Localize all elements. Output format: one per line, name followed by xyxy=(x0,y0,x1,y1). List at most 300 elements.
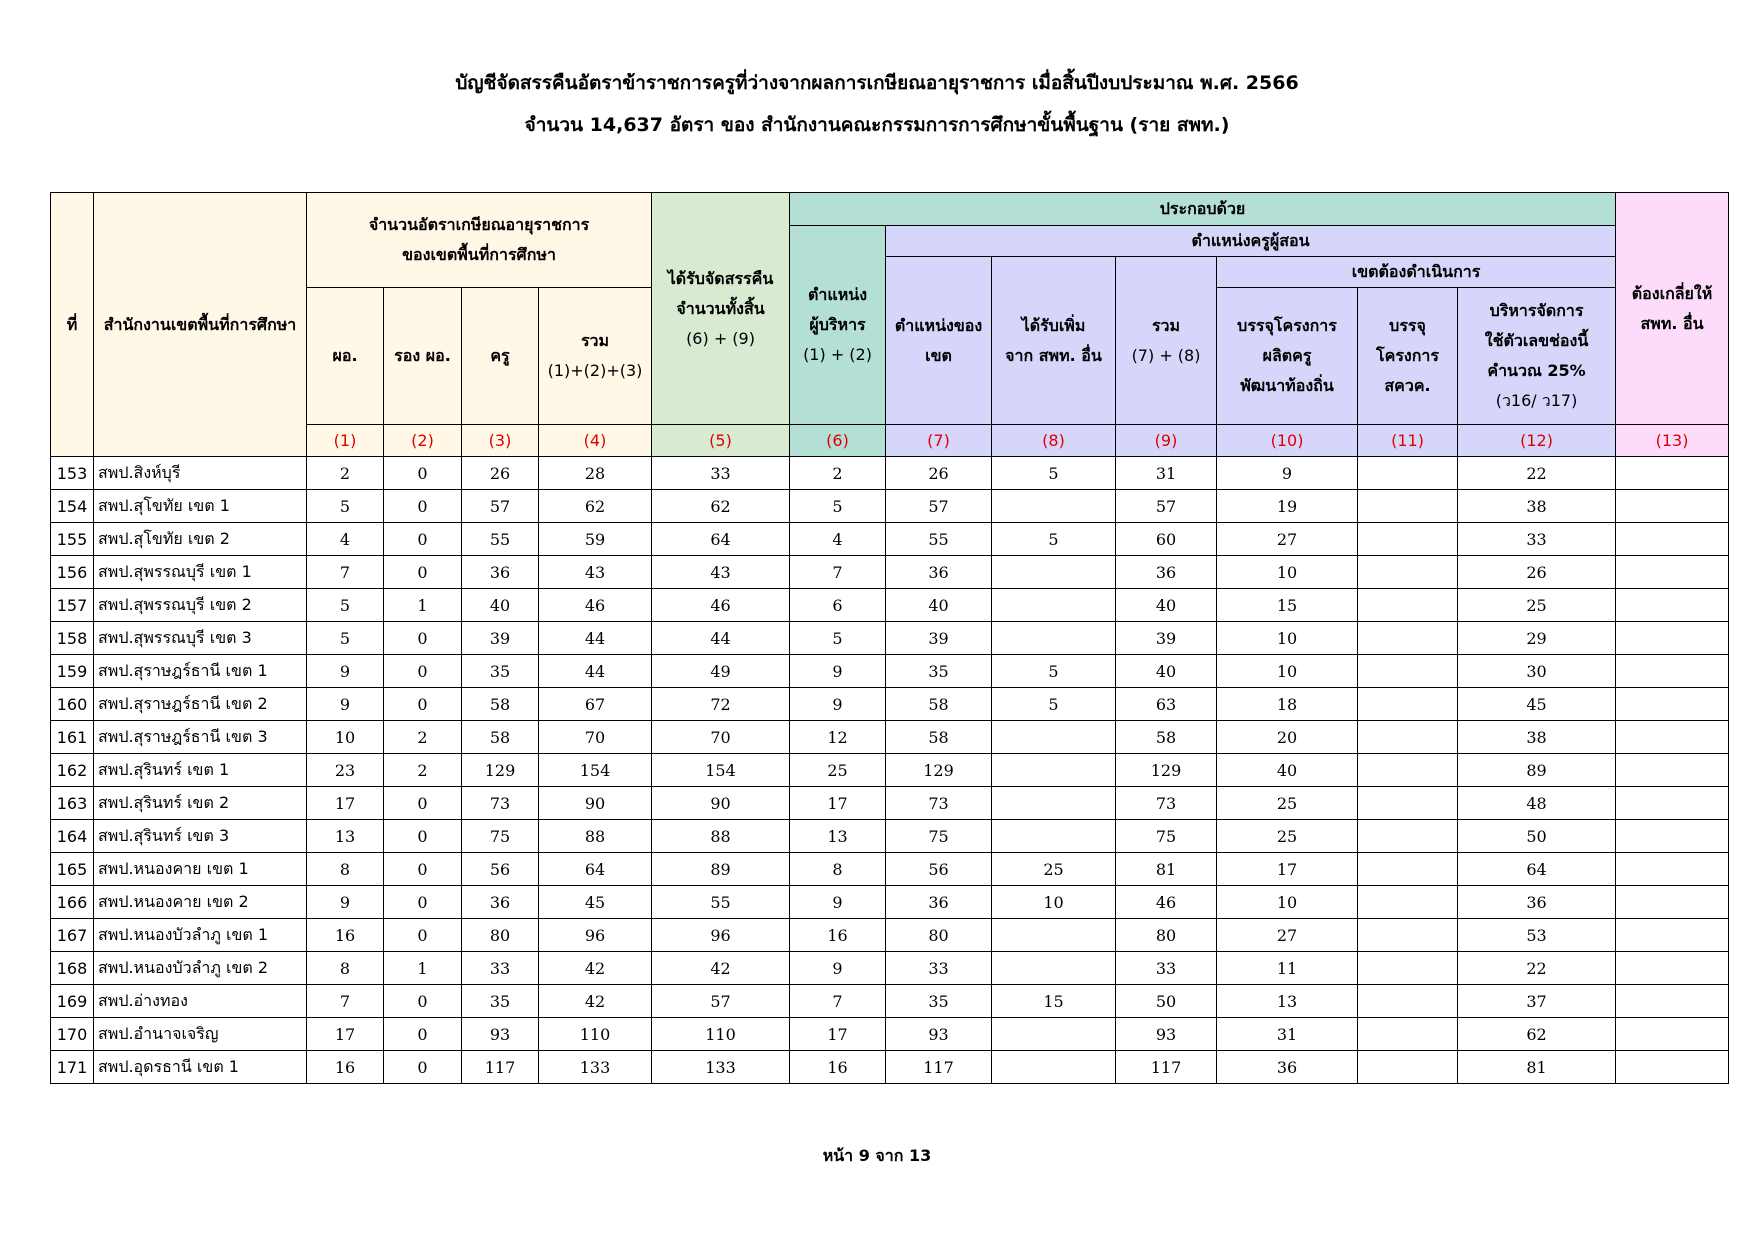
cell-c10: 27 xyxy=(1217,919,1358,952)
cell-c8 xyxy=(992,589,1116,622)
cell-c7: 57 xyxy=(886,490,992,523)
cell-c4: 44 xyxy=(539,655,652,688)
cell-c13 xyxy=(1616,754,1729,787)
cell-c8: 25 xyxy=(992,853,1116,886)
cell-c9: 33 xyxy=(1116,952,1217,985)
cell-c3: 26 xyxy=(462,457,539,490)
cell-c1: 7 xyxy=(307,556,384,589)
cell-c7: 26 xyxy=(886,457,992,490)
cell-c6: 6 xyxy=(790,589,886,622)
cell-c12: 64 xyxy=(1458,853,1616,886)
table-row xyxy=(51,721,1729,754)
cell-c6: 8 xyxy=(790,853,886,886)
cell-c5: 62 xyxy=(652,490,790,523)
cell-c9: 39 xyxy=(1116,622,1217,655)
cell-c7: 35 xyxy=(886,985,992,1018)
cell-c13 xyxy=(1616,688,1729,721)
cell-c2: 0 xyxy=(384,556,462,589)
cell-c3: 36 xyxy=(462,886,539,919)
cell-c6: 2 xyxy=(790,457,886,490)
cell-c3: 75 xyxy=(462,820,539,853)
col-num-8: (8) xyxy=(992,425,1116,457)
cell-c13 xyxy=(1616,490,1729,523)
cell-c12: 37 xyxy=(1458,985,1616,1018)
table-row xyxy=(51,886,1729,919)
row-number: 155 xyxy=(51,523,94,556)
cell-c4: 45 xyxy=(539,886,652,919)
page-number: หน้า 9 จาก 13 xyxy=(822,1146,932,1165)
cell-c6: 25 xyxy=(790,754,886,787)
row-number: 161 xyxy=(51,721,94,754)
cell-c8 xyxy=(992,490,1116,523)
cell-c2: 1 xyxy=(384,952,462,985)
cell-c4: 67 xyxy=(539,688,652,721)
cell-c10: 15 xyxy=(1217,589,1358,622)
cell-c1: 16 xyxy=(307,919,384,952)
cell-c2: 0 xyxy=(384,919,462,952)
cell-c11 xyxy=(1358,919,1458,952)
cell-c9: 63 xyxy=(1116,688,1217,721)
col-num-13: (13) xyxy=(1616,425,1729,457)
cell-c12: 26 xyxy=(1458,556,1616,589)
cell-c13 xyxy=(1616,820,1729,853)
cell-c13 xyxy=(1616,1051,1729,1084)
cell-c7: 117 xyxy=(886,1051,992,1084)
cell-c7: 129 xyxy=(886,754,992,787)
cell-c4: 64 xyxy=(539,853,652,886)
cell-c12: 62 xyxy=(1458,1018,1616,1051)
cell-c9: 40 xyxy=(1116,589,1217,622)
table-row xyxy=(51,1051,1729,1084)
cell-c11 xyxy=(1358,490,1458,523)
cell-c3: 36 xyxy=(462,556,539,589)
cell-c3: 73 xyxy=(462,787,539,820)
cell-c5: 42 xyxy=(652,952,790,985)
col-num-7: (7) xyxy=(886,425,992,457)
header-project-kvc: บรรจุ โครงการ สควค. xyxy=(1358,288,1458,425)
cell-c9: 93 xyxy=(1116,1018,1217,1051)
cell-c12: 33 xyxy=(1458,523,1616,556)
cell-c4: 28 xyxy=(539,457,652,490)
cell-c10: 9 xyxy=(1217,457,1358,490)
cell-c6: 16 xyxy=(790,1051,886,1084)
cell-c3: 40 xyxy=(462,589,539,622)
cell-c9: 80 xyxy=(1116,919,1217,952)
cell-c1: 4 xyxy=(307,523,384,556)
header-sum: รวม (1)+(2)+(3) xyxy=(539,288,652,425)
cell-c12: 22 xyxy=(1458,457,1616,490)
row-number: 160 xyxy=(51,688,94,721)
cell-c1: 7 xyxy=(307,985,384,1018)
cell-c2: 0 xyxy=(384,655,462,688)
cell-c5: 64 xyxy=(652,523,790,556)
cell-c5: 110 xyxy=(652,1018,790,1051)
cell-c8 xyxy=(992,556,1116,589)
cell-c3: 57 xyxy=(462,490,539,523)
cell-c4: 110 xyxy=(539,1018,652,1051)
cell-c7: 75 xyxy=(886,820,992,853)
cell-c5: 154 xyxy=(652,754,790,787)
cell-c11 xyxy=(1358,721,1458,754)
cell-c9: 50 xyxy=(1116,985,1217,1018)
cell-c3: 35 xyxy=(462,655,539,688)
cell-c11 xyxy=(1358,589,1458,622)
document-subtitle: จำนวน 14,637 อัตรา ของ สำนักงานคณะกรรมการการศึกษาขั้นพื้นฐาน (ราย สพท.) xyxy=(524,114,1230,136)
cell-c11 xyxy=(1358,985,1458,1018)
row-number: 157 xyxy=(51,589,94,622)
cell-c8: 15 xyxy=(992,985,1116,1018)
cell-c13 xyxy=(1616,952,1729,985)
cell-c9: 81 xyxy=(1116,853,1217,886)
cell-c6: 5 xyxy=(790,490,886,523)
cell-c3: 55 xyxy=(462,523,539,556)
office-name: สพป.สุรินทร์ เขต 3 xyxy=(94,820,307,853)
table-body xyxy=(51,457,1729,1084)
row-number: 162 xyxy=(51,754,94,787)
table-row xyxy=(51,1018,1729,1051)
cell-c8: 5 xyxy=(992,457,1116,490)
cell-c1: 9 xyxy=(307,886,384,919)
row-number: 153 xyxy=(51,457,94,490)
cell-c4: 90 xyxy=(539,787,652,820)
cell-c1: 13 xyxy=(307,820,384,853)
cell-c9: 36 xyxy=(1116,556,1217,589)
cell-c4: 46 xyxy=(539,589,652,622)
cell-c4: 43 xyxy=(539,556,652,589)
col-num-5: (5) xyxy=(652,425,790,457)
cell-c7: 36 xyxy=(886,556,992,589)
office-name: สพป.สุรินทร์ เขต 2 xyxy=(94,787,307,820)
cell-c1: 8 xyxy=(307,853,384,886)
cell-c13 xyxy=(1616,787,1729,820)
cell-c5: 44 xyxy=(652,622,790,655)
cell-c8 xyxy=(992,622,1116,655)
cell-c1: 8 xyxy=(307,952,384,985)
table-row xyxy=(51,556,1729,589)
cell-c4: 59 xyxy=(539,523,652,556)
cell-c5: 90 xyxy=(652,787,790,820)
table-row xyxy=(51,952,1729,985)
cell-c6: 7 xyxy=(790,985,886,1018)
header-allocation-total: ได้รับจัดสรรคืน จำนวนทั้งสิ้น (6) + (9) xyxy=(652,193,790,425)
office-name: สพป.สุราษฎร์ธานี เขต 2 xyxy=(94,688,307,721)
cell-c2: 0 xyxy=(384,853,462,886)
cell-c12: 81 xyxy=(1458,1051,1616,1084)
header-director: ผอ. xyxy=(307,288,384,425)
cell-c13 xyxy=(1616,523,1729,556)
row-number: 158 xyxy=(51,622,94,655)
cell-c3: 58 xyxy=(462,688,539,721)
cell-c2: 2 xyxy=(384,754,462,787)
cell-c8: 10 xyxy=(992,886,1116,919)
cell-c10: 10 xyxy=(1217,556,1358,589)
cell-c12: 53 xyxy=(1458,919,1616,952)
cell-c7: 73 xyxy=(886,787,992,820)
table-row xyxy=(51,820,1729,853)
cell-c9: 73 xyxy=(1116,787,1217,820)
cell-c5: 43 xyxy=(652,556,790,589)
cell-c7: 36 xyxy=(886,886,992,919)
table-row xyxy=(51,457,1729,490)
cell-c7: 33 xyxy=(886,952,992,985)
office-name: สพป.สุโขทัย เขต 1 xyxy=(94,490,307,523)
cell-c5: 133 xyxy=(652,1051,790,1084)
cell-c3: 129 xyxy=(462,754,539,787)
cell-c10: 11 xyxy=(1217,952,1358,985)
cell-c2: 0 xyxy=(384,985,462,1018)
col-num-10: (10) xyxy=(1217,425,1358,457)
cell-c8 xyxy=(992,787,1116,820)
cell-c12: 29 xyxy=(1458,622,1616,655)
cell-c4: 44 xyxy=(539,622,652,655)
cell-c7: 93 xyxy=(886,1018,992,1051)
row-number: 164 xyxy=(51,820,94,853)
cell-c13 xyxy=(1616,457,1729,490)
cell-c13 xyxy=(1616,985,1729,1018)
allocation-table xyxy=(50,192,1729,1084)
cell-c1: 5 xyxy=(307,589,384,622)
cell-c8: 5 xyxy=(992,523,1116,556)
cell-c6: 17 xyxy=(790,787,886,820)
cell-c4: 133 xyxy=(539,1051,652,1084)
row-number: 166 xyxy=(51,886,94,919)
cell-c11 xyxy=(1358,1051,1458,1084)
cell-c11 xyxy=(1358,622,1458,655)
cell-c4: 88 xyxy=(539,820,652,853)
cell-c2: 0 xyxy=(384,787,462,820)
header-own-position: ตำแหน่งของ เขต xyxy=(886,257,992,425)
col-num-11: (11) xyxy=(1358,425,1458,457)
cell-c13 xyxy=(1616,655,1729,688)
cell-c13 xyxy=(1616,853,1729,886)
cell-c4: 42 xyxy=(539,985,652,1018)
col-num-9: (9) xyxy=(1116,425,1217,457)
cell-c4: 62 xyxy=(539,490,652,523)
row-number: 169 xyxy=(51,985,94,1018)
cell-c3: 80 xyxy=(462,919,539,952)
cell-c5: 72 xyxy=(652,688,790,721)
cell-c9: 46 xyxy=(1116,886,1217,919)
cell-c1: 23 xyxy=(307,754,384,787)
cell-c13 xyxy=(1616,886,1729,919)
cell-c7: 80 xyxy=(886,919,992,952)
cell-c10: 25 xyxy=(1217,820,1358,853)
cell-c6: 13 xyxy=(790,820,886,853)
table-row xyxy=(51,919,1729,952)
header-project-local: บรรจุโครงการ ผลิตครู พัฒนาท้องถิ่น xyxy=(1217,288,1358,425)
cell-c2: 0 xyxy=(384,688,462,721)
col-num-12: (12) xyxy=(1458,425,1616,457)
row-number: 163 xyxy=(51,787,94,820)
cell-c8 xyxy=(992,1018,1116,1051)
cell-c11 xyxy=(1358,457,1458,490)
office-name: สพป.สุพรรณบุรี เขต 1 xyxy=(94,556,307,589)
cell-c8 xyxy=(992,919,1116,952)
cell-c11 xyxy=(1358,853,1458,886)
cell-c9: 129 xyxy=(1116,754,1217,787)
col-num-2: (2) xyxy=(384,425,462,457)
cell-c11 xyxy=(1358,952,1458,985)
col-num-1: (1) xyxy=(307,425,384,457)
cell-c2: 0 xyxy=(384,1018,462,1051)
cell-c7: 55 xyxy=(886,523,992,556)
cell-c13 xyxy=(1616,721,1729,754)
table-row xyxy=(51,853,1729,886)
cell-c12: 25 xyxy=(1458,589,1616,622)
cell-c12: 48 xyxy=(1458,787,1616,820)
header-must-do: เขตต้องดำเนินการ xyxy=(1217,257,1616,288)
cell-c3: 35 xyxy=(462,985,539,1018)
row-number: 168 xyxy=(51,952,94,985)
cell-c5: 89 xyxy=(652,853,790,886)
cell-c8 xyxy=(992,952,1116,985)
cell-c11 xyxy=(1358,1018,1458,1051)
office-name: สพป.สิงห์บุรี xyxy=(94,457,307,490)
cell-c1: 17 xyxy=(307,787,384,820)
cell-c1: 2 xyxy=(307,457,384,490)
cell-c3: 33 xyxy=(462,952,539,985)
cell-c10: 10 xyxy=(1217,622,1358,655)
office-name: สพป.สุพรรณบุรี เขต 3 xyxy=(94,622,307,655)
cell-c9: 75 xyxy=(1116,820,1217,853)
office-name: สพป.อ่างทอง xyxy=(94,985,307,1018)
table-row xyxy=(51,688,1729,721)
cell-c1: 9 xyxy=(307,655,384,688)
cell-c13 xyxy=(1616,556,1729,589)
table-row xyxy=(51,787,1729,820)
cell-c9: 57 xyxy=(1116,490,1217,523)
cell-c6: 9 xyxy=(790,886,886,919)
cell-c11 xyxy=(1358,787,1458,820)
cell-c9: 60 xyxy=(1116,523,1217,556)
col-num-4: (4) xyxy=(539,425,652,457)
cell-c1: 16 xyxy=(307,1051,384,1084)
cell-c5: 70 xyxy=(652,721,790,754)
office-name: สพป.สุราษฎร์ธานี เขต 1 xyxy=(94,655,307,688)
cell-c7: 35 xyxy=(886,655,992,688)
cell-c11 xyxy=(1358,688,1458,721)
cell-c2: 0 xyxy=(384,523,462,556)
col-num-3: (3) xyxy=(462,425,539,457)
cell-c3: 56 xyxy=(462,853,539,886)
cell-c12: 30 xyxy=(1458,655,1616,688)
cell-c5: 33 xyxy=(652,457,790,490)
cell-c4: 154 xyxy=(539,754,652,787)
row-number: 165 xyxy=(51,853,94,886)
cell-c11 xyxy=(1358,523,1458,556)
row-number: 170 xyxy=(51,1018,94,1051)
cell-c10: 20 xyxy=(1217,721,1358,754)
cell-c2: 0 xyxy=(384,490,462,523)
header-admin: ตำแหน่ง ผู้บริหาร (1) + (2) xyxy=(790,226,886,425)
cell-c2: 0 xyxy=(384,1051,462,1084)
cell-c6: 17 xyxy=(790,1018,886,1051)
cell-c7: 58 xyxy=(886,721,992,754)
cell-c10: 25 xyxy=(1217,787,1358,820)
cell-c6: 12 xyxy=(790,721,886,754)
header-teacher-total: รวม (7) + (8) xyxy=(1116,257,1217,425)
cell-c13 xyxy=(1616,919,1729,952)
header-extra: ได้รับเพิ่ม จาก สพท. อื่น xyxy=(992,257,1116,425)
cell-c7: 39 xyxy=(886,622,992,655)
cell-c5: 88 xyxy=(652,820,790,853)
office-name: สพป.สุรินทร์ เขต 1 xyxy=(94,754,307,787)
cell-c2: 2 xyxy=(384,721,462,754)
document-title: บัญชีจัดสรรคืนอัตราข้าราชการครูที่ว่างจากผลการเกษียณอายุราชการ เมื่อสิ้นปีงบประมาณ พ.ศ. 2566 xyxy=(455,72,1299,94)
cell-c10: 36 xyxy=(1217,1051,1358,1084)
cell-c12: 45 xyxy=(1458,688,1616,721)
cell-c13 xyxy=(1616,622,1729,655)
header-retire-group: จำนวนอัตราเกษียณอายุราชการ ของเขตพื้นที่การศึกษา xyxy=(307,193,652,288)
cell-c11 xyxy=(1358,754,1458,787)
cell-c12: 38 xyxy=(1458,721,1616,754)
cell-c11 xyxy=(1358,886,1458,919)
cell-c7: 56 xyxy=(886,853,992,886)
header-no: ที่ xyxy=(51,193,94,457)
table-row xyxy=(51,655,1729,688)
col-num-6: (6) xyxy=(790,425,886,457)
cell-c10: 17 xyxy=(1217,853,1358,886)
office-name: สพป.อุดรธานี เขต 1 xyxy=(94,1051,307,1084)
cell-c2: 0 xyxy=(384,622,462,655)
cell-c2: 1 xyxy=(384,589,462,622)
cell-c3: 117 xyxy=(462,1051,539,1084)
office-name: สพป.หนองคาย เขต 2 xyxy=(94,886,307,919)
cell-c2: 0 xyxy=(384,820,462,853)
cell-c8: 5 xyxy=(992,655,1116,688)
cell-c6: 9 xyxy=(790,688,886,721)
table-header xyxy=(51,193,1729,457)
cell-c7: 58 xyxy=(886,688,992,721)
cell-c4: 96 xyxy=(539,919,652,952)
cell-c13 xyxy=(1616,1018,1729,1051)
cell-c6: 7 xyxy=(790,556,886,589)
cell-c9: 40 xyxy=(1116,655,1217,688)
cell-c11 xyxy=(1358,655,1458,688)
cell-c8 xyxy=(992,1051,1116,1084)
row-number: 156 xyxy=(51,556,94,589)
table-row xyxy=(51,523,1729,556)
cell-c5: 49 xyxy=(652,655,790,688)
cell-c3: 39 xyxy=(462,622,539,655)
office-name: สพป.หนองคาย เขต 1 xyxy=(94,853,307,886)
cell-c5: 96 xyxy=(652,919,790,952)
cell-c3: 93 xyxy=(462,1018,539,1051)
cell-c9: 117 xyxy=(1116,1051,1217,1084)
cell-c7: 40 xyxy=(886,589,992,622)
cell-c5: 57 xyxy=(652,985,790,1018)
header-consist: ประกอบด้วย xyxy=(790,193,1616,226)
row-number: 167 xyxy=(51,919,94,952)
cell-c6: 5 xyxy=(790,622,886,655)
cell-c2: 0 xyxy=(384,457,462,490)
cell-c8 xyxy=(992,754,1116,787)
cell-c2: 0 xyxy=(384,886,462,919)
cell-c6: 16 xyxy=(790,919,886,952)
row-number: 171 xyxy=(51,1051,94,1084)
cell-c6: 9 xyxy=(790,655,886,688)
cell-c4: 42 xyxy=(539,952,652,985)
office-name: สพป.หนองบัวลำภู เขต 1 xyxy=(94,919,307,952)
cell-c6: 9 xyxy=(790,952,886,985)
header-deputy: รอง ผอ. xyxy=(384,288,462,425)
table-row xyxy=(51,985,1729,1018)
office-name: สพป.สุโขทัย เขต 2 xyxy=(94,523,307,556)
cell-c1: 5 xyxy=(307,490,384,523)
office-name: สพป.หนองบัวลำภู เขต 2 xyxy=(94,952,307,985)
office-name: สพป.อำนาจเจริญ xyxy=(94,1018,307,1051)
cell-c12: 50 xyxy=(1458,820,1616,853)
